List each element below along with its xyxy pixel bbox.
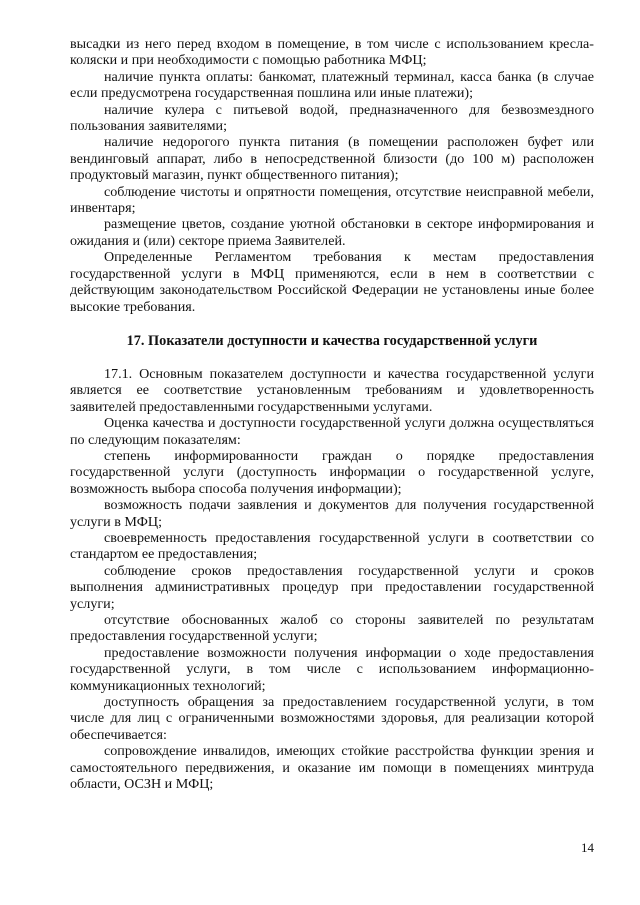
paragraph: Определенные Регламентом требования к местам предоставления государственной услуги в МФЦ применяются, если в нем в соответствии с действующим законодательством Российской Федерации не установлены иные более высокие требования.: [70, 249, 594, 315]
paragraph: 17.1. Основным показателем доступности и качества государственной услуги является ее соответствие установленным требованиям и удовлетворенность заявителей предоставленными государственными услугами.: [70, 365, 594, 415]
paragraph: высадки из него перед входом в помещение, в том числе с использованием кресла-коляски и при необходимости с помощью работника МФЦ;: [70, 36, 594, 69]
document-page: [70, 36, 594, 792]
paragraph: возможность подачи заявления и документов для получения государственной услуги в МФЦ;: [70, 497, 594, 530]
paragraphs-after: [70, 366, 594, 793]
paragraph: размещение цветов, создание уютной обстановки в секторе информирования и ожидания и (или) секторе приема Заявителей.: [70, 216, 594, 249]
page-number: 14: [581, 840, 594, 855]
paragraphs-before: [70, 36, 594, 315]
paragraph: соблюдение сроков предоставления государственной услуги и сроков выполнения административных процедур при предоставлении государственной услуги;: [70, 562, 594, 612]
paragraph: соблюдение чистоты и опрятности помещения, отсутствие неисправной мебели, инвентаря;: [70, 183, 594, 217]
paragraph: степень информированности граждан о порядке предоставления государственной услуги (доступность информации о государственной услуге, возможность выбора способа получения информации);: [70, 447, 594, 497]
paragraph: предоставление возможности получения информации о ходе предоставления государственной услуги, в том числе с использованием информационно-коммуникационных технологий;: [70, 644, 594, 694]
paragraph: наличие пункта оплаты: банкомат, платежный терминал, касса банка (в случае если предусмотрена государственная пошлина или иные платежи);: [70, 68, 594, 102]
section-title: 17. Показатели доступности и качества государственной услуги: [126, 332, 538, 349]
paragraph: наличие кулера с питьевой водой, предназначенного для безвозмездного пользования заявителями;: [70, 101, 594, 135]
paragraph: своевременность предоставления государственной услуги в соответствии со стандартом ее предоставления;: [70, 529, 594, 563]
paragraph: сопровождение инвалидов, имеющих стойкие расстройства функции зрения и самостоятельного передвижения, и оказание им помощи в помещениях минтруда области, ОСЗН и МФЦ;: [70, 743, 594, 793]
paragraph: доступность обращения за предоставлением государственной услуги, в том числе для лиц с ограниченными возможностями здоровья, для реализации которой обеспечивается:: [70, 694, 594, 743]
paragraph: Оценка качества и доступности государственной услуги должна осуществляться по следующим показателям:: [70, 415, 594, 448]
paragraph: отсутствие обоснованных жалоб со стороны заявителей по результатам предоставления государственной услуги;: [70, 612, 594, 645]
paragraph: наличие недорогого пункта питания (в помещении расположен буфет или вендинговый аппарат, либо в непосредственной близости (до 100 м) расположен продуктовый магазин, пункт общественного питания);: [70, 134, 594, 184]
